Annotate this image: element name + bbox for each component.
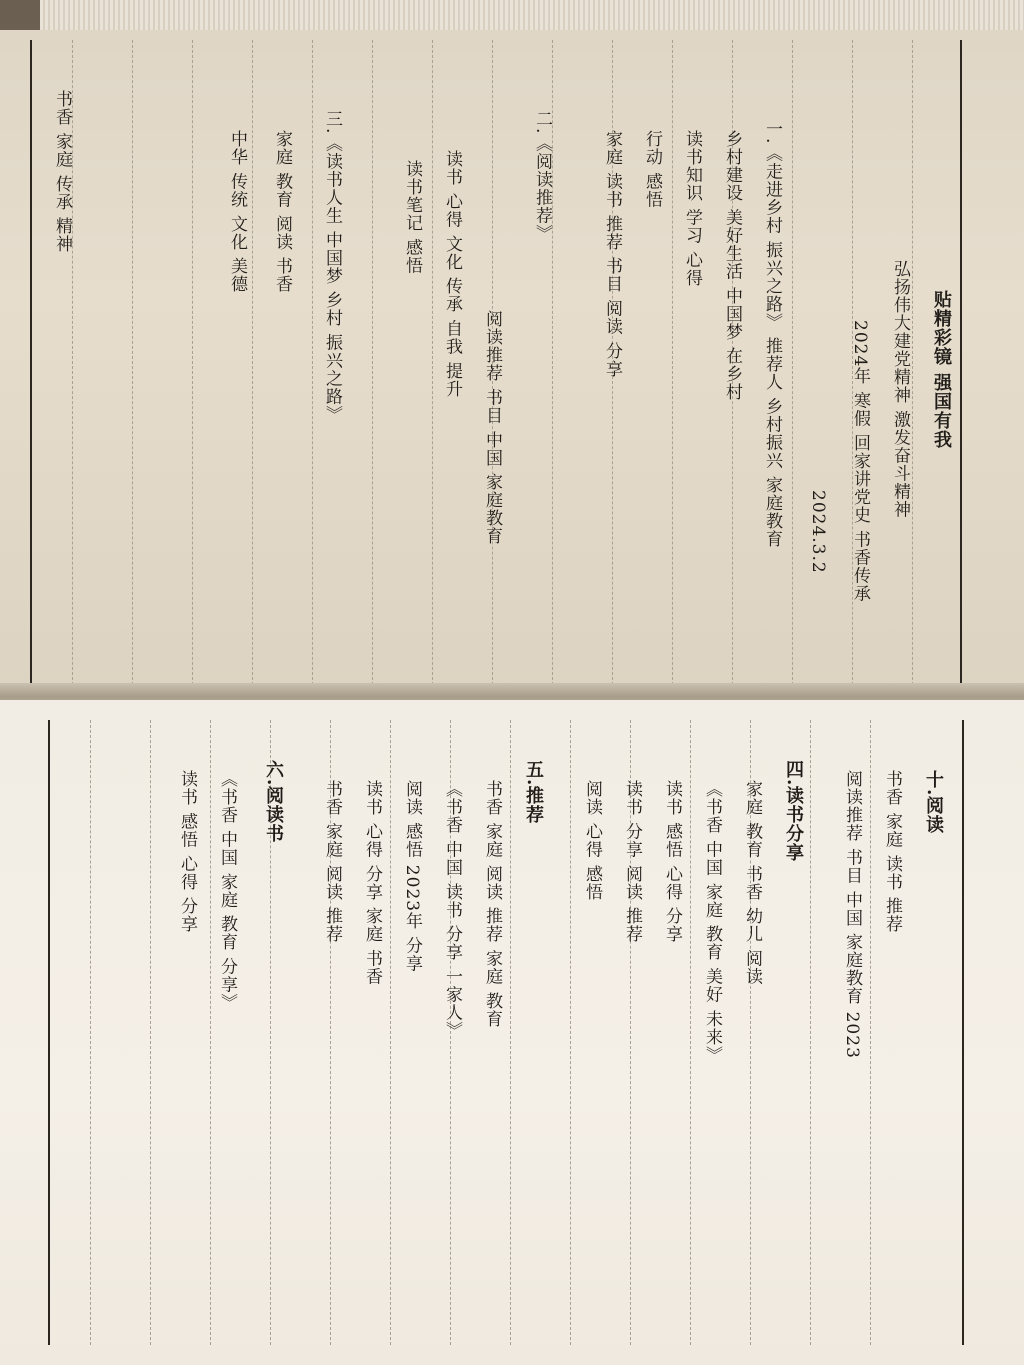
text-line: 2024年 寒假 回家讲党史 书香传承 [850, 320, 870, 603]
ruled-line [252, 40, 253, 695]
text-line: 阅读推荐 书目 中国 家庭教育 [482, 310, 502, 546]
section-heading: 六.阅读书 [263, 760, 284, 844]
ruled-line [372, 40, 373, 695]
text-line: 读书 心得 分享 家庭 书香 [362, 780, 382, 986]
text-line: 乡村建设 美好生活 中国梦 在乡村 [722, 130, 742, 402]
notebook-page-top [0, 30, 1024, 695]
ruled-line [390, 720, 391, 1345]
text-line: 弘扬伟大建党精神 激发奋斗精神 [890, 260, 910, 519]
ruled-line [570, 720, 571, 1345]
ruled-line [90, 720, 91, 1345]
section-heading: 二.《阅读推荐》 [532, 110, 552, 243]
ruled-line [150, 720, 151, 1345]
ruled-line [870, 720, 871, 1345]
text-line: 读书知识 学习 心得 [682, 130, 702, 287]
text-line: 家庭 教育 书香 幼儿 阅读 [742, 780, 762, 986]
ruled-line [792, 40, 793, 695]
text-line: 家庭 读书 推荐 书目 阅读 分享 [602, 130, 622, 379]
text-line: 书香 家庭 阅读 推荐 [322, 780, 342, 944]
text-line: 《书香 中国 家庭 教育 美好 未来》 [702, 780, 722, 1065]
ruled-line [810, 720, 811, 1345]
section-heading: 三.《读书人生 中国梦 乡村 振兴之路》 [322, 110, 342, 424]
text-line: 《书香 中国 家庭 教育 分享》 [217, 770, 237, 1012]
notebook-page-bottom [0, 700, 1024, 1365]
text-line: 读书 分享 阅读 推荐 [622, 780, 642, 944]
text-line: 2024.3.2 [808, 490, 828, 574]
text-line: 一.《走进乡村 振兴之路》 推荐人 乡村振兴 家庭教育 [762, 120, 782, 549]
ruled-line [132, 40, 133, 695]
page-title: 贴精彩镜 强国有我 [931, 290, 952, 450]
text-line: 阅读 感悟 2023年 分享 [402, 780, 422, 973]
ruled-line [210, 720, 211, 1345]
text-line: 阅读推荐 书目 中国 家庭教育 2023 [842, 770, 862, 1059]
ruled-line [690, 720, 691, 1345]
ruled-line [432, 40, 433, 695]
text-line: 行动 感悟 [642, 130, 662, 209]
text-line: 阅读 心得 感悟 [582, 780, 602, 901]
section-heading: 五.推荐 [523, 760, 544, 825]
ruled-line [510, 720, 511, 1345]
text-line: 家庭 教育 阅读 书香 [272, 130, 292, 294]
text-line: 书香 家庭 阅读 推荐 家庭 教育 [482, 780, 502, 1029]
section-heading: 十.阅读 [923, 770, 944, 835]
text-line: 书香 家庭 读书 推荐 [882, 770, 902, 934]
text-line: 读书 心得 文化 传承 自我 提升 [442, 150, 462, 399]
ruled-line [312, 40, 313, 695]
text-line: 书香 家庭 传承 精神 [52, 90, 72, 254]
text-line: 中华 传统 文化 美德 [227, 130, 247, 294]
ruled-line [192, 40, 193, 695]
text-line: 《书香 中国 读书 分享 一家人》 [442, 780, 462, 1040]
ruled-line [672, 40, 673, 695]
text-line: 读书 感悟 心得 分享 [662, 780, 682, 944]
text-line: 读书 感悟 心得 分享 [177, 770, 197, 934]
section-heading: 四.读书分享 [783, 760, 804, 863]
text-line: 读书笔记 感悟 [402, 160, 422, 275]
